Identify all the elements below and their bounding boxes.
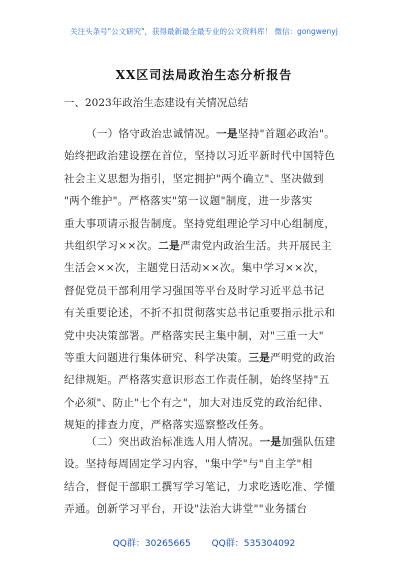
line-text: 重大事项请示报告制度。坚持党组理论学习中心组制度， — [64, 217, 336, 230]
paragraph-line — [64, 453, 348, 475]
line-text: （一）恪守政治忠诚情况。 — [86, 128, 217, 140]
document-title: XX区司法局政治生态分析报告 — [115, 68, 293, 82]
paragraph-line — [64, 392, 348, 414]
paragraph-line — [64, 280, 348, 302]
emphasis-text: 一是 — [259, 436, 282, 448]
line-text: 生活会××次，主题党日活动××次。集中学习××次， — [64, 262, 326, 275]
line-text: 规矩的排查力度，严格落实巡察整改任务。 — [64, 419, 271, 432]
paragraph-personnel — [64, 431, 348, 521]
line-text: "两个维护"。严格落实"第一议题"制度，进一步落实 — [64, 195, 313, 208]
paragraph-line — [64, 369, 348, 391]
line-text: 严肃党内政治生活。共开展民主 — [179, 240, 332, 253]
line-text: 督促党员干部利用学习强国等平台及时学习近平总书记 — [64, 284, 325, 297]
paragraph-line — [64, 145, 348, 167]
paragraph-line — [64, 476, 348, 498]
paragraph-line — [64, 168, 348, 190]
header-promo-note: 关注头条号"公文研究"，获得最新最全最专业的公文资料库！ 微信：gongwenyj — [70, 27, 338, 36]
paragraph-line — [64, 190, 348, 212]
paragraph-line — [64, 325, 348, 347]
line-text: 有关重要论述，不折不扣贯彻落实总书记重要指示批示和 — [64, 307, 336, 320]
line-text: 始终把政治建设摆在首位，坚持以习近平新时代中国特色 — [64, 150, 336, 163]
emphasis-text: 二是 — [158, 240, 180, 253]
emphasis-text: 一是 — [216, 128, 238, 140]
line-text: 设。坚持每周固定学习内容，"集中学"与"自主学"相 — [64, 458, 313, 471]
line-text: 严明党的政治 — [270, 352, 336, 365]
paragraph-line — [64, 213, 348, 235]
line-text: 弄通。创新学习平台，开设"法治大讲堂""业务擂台 — [64, 503, 308, 516]
line-text: 社会主义思想为指引，坚定拥护"两个确立"、坚决做到 — [64, 172, 324, 185]
paragraph-line — [64, 123, 348, 145]
line-text: 纪律规矩。严格落实意识形态工作责任制，始终坚持"五 — [64, 374, 330, 387]
paragraph-line — [64, 257, 348, 279]
line-text: 党中央决策部署。严格落实民主集中制，对"三重一大" — [64, 329, 324, 342]
paragraph-line — [64, 235, 348, 257]
line-text: 加强队伍建 — [281, 436, 336, 448]
paragraph-loyalty — [64, 123, 348, 437]
line-text: 个必须"、防止"七个有之"，加大对违反党的政治纪律、 — [64, 396, 330, 409]
line-text: 等重大问题进行集体研究、科学决策。 — [64, 352, 249, 365]
paragraph-line — [64, 302, 348, 324]
footer-contacts — [0, 536, 408, 549]
paragraph-line — [64, 347, 348, 369]
paragraph-line — [64, 431, 348, 453]
section-heading: 一、2023年政治生态建设有关情况总结 — [64, 97, 249, 109]
line-text: 结合，督促干部职工撰写学习笔记，力求吃透吃准、学懂 — [64, 480, 336, 493]
paragraph-line — [64, 498, 348, 520]
footer-qq-group-2: QQ群：535304092 — [211, 539, 296, 549]
line-text: 坚持"首题必政治"。 — [237, 128, 336, 140]
line-text: （二）突出政治标准选人用人情况。 — [86, 436, 260, 448]
line-text: 共组织学习××次。 — [64, 240, 159, 253]
emphasis-text: 三是 — [248, 352, 271, 365]
footer-qq-group-1: QQ群：30265665 — [112, 539, 191, 549]
